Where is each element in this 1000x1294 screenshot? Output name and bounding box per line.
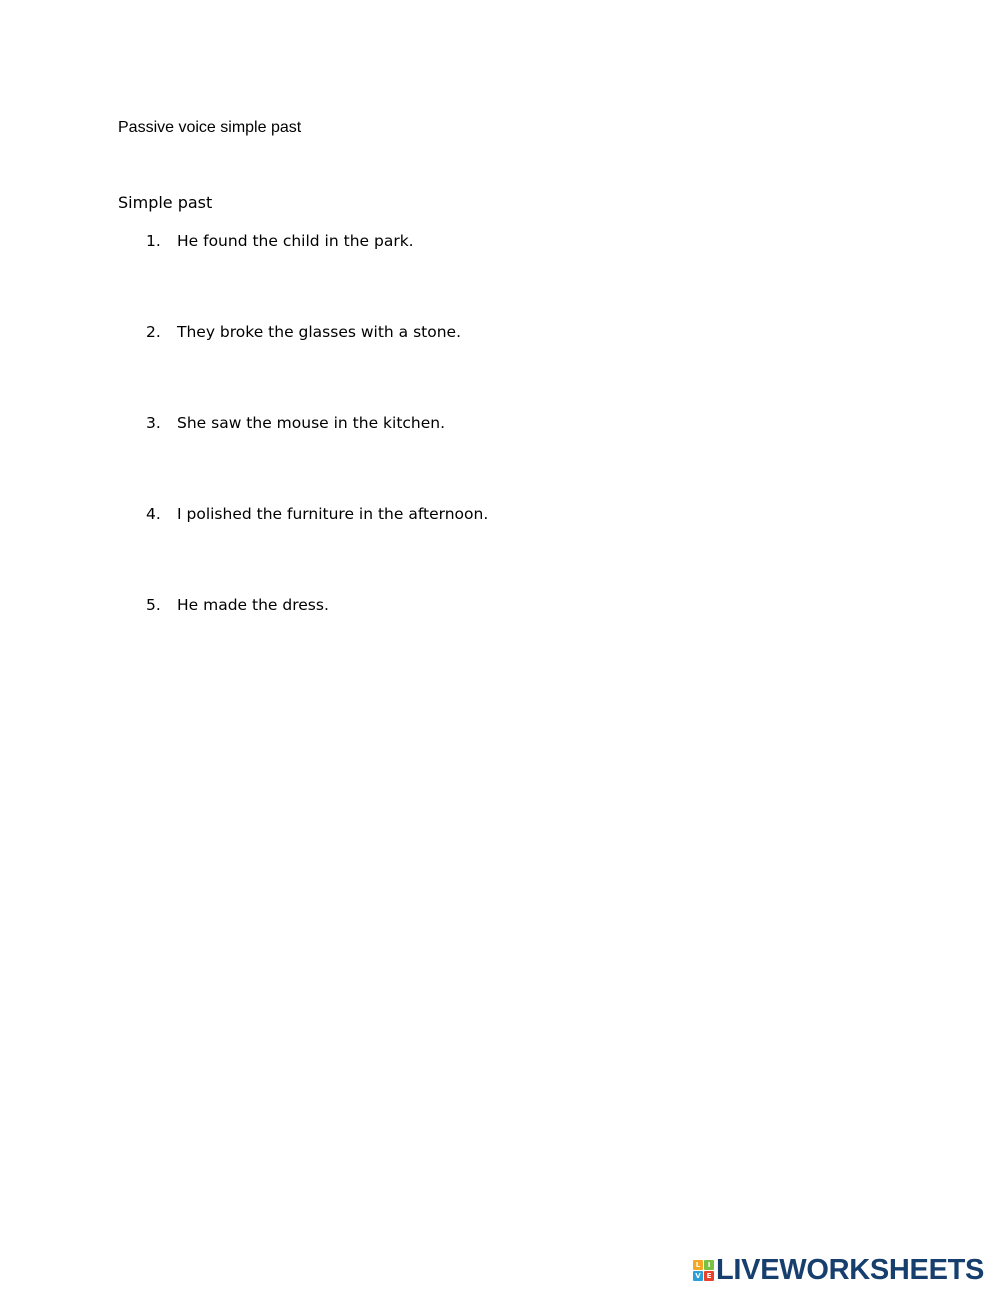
liveworksheets-logo (693, 1256, 984, 1284)
list-item (146, 322, 461, 342)
logo-letter-l: L (693, 1260, 703, 1270)
item-number: 4. (146, 505, 161, 523)
list-item (146, 413, 445, 433)
item-number: 1. (146, 232, 161, 250)
item-text: I polished the furniture in the afternoon. (177, 505, 489, 523)
item-number: 2. (146, 323, 161, 341)
item-text: She saw the mouse in the kitchen. (177, 414, 446, 432)
item-text: He found the child in the park. (177, 232, 414, 250)
logo-wordmark: LIVEWORKSHEETS (716, 1254, 985, 1286)
list-item (146, 504, 488, 524)
section-heading: Simple past (118, 193, 213, 212)
item-text: They broke the glasses with a stone. (177, 323, 462, 341)
logo-letter-i: I (704, 1260, 714, 1270)
item-number: 5. (146, 596, 161, 614)
page-title: Passive voice simple past (118, 119, 302, 136)
list-item (146, 231, 414, 251)
liveworksheets-logo-icon (693, 1260, 714, 1281)
item-text: He made the dress. (177, 596, 329, 614)
item-number: 3. (146, 414, 161, 432)
logo-letter-e: E (704, 1271, 714, 1281)
list-item (146, 595, 329, 615)
logo-letter-v: V (693, 1271, 703, 1281)
